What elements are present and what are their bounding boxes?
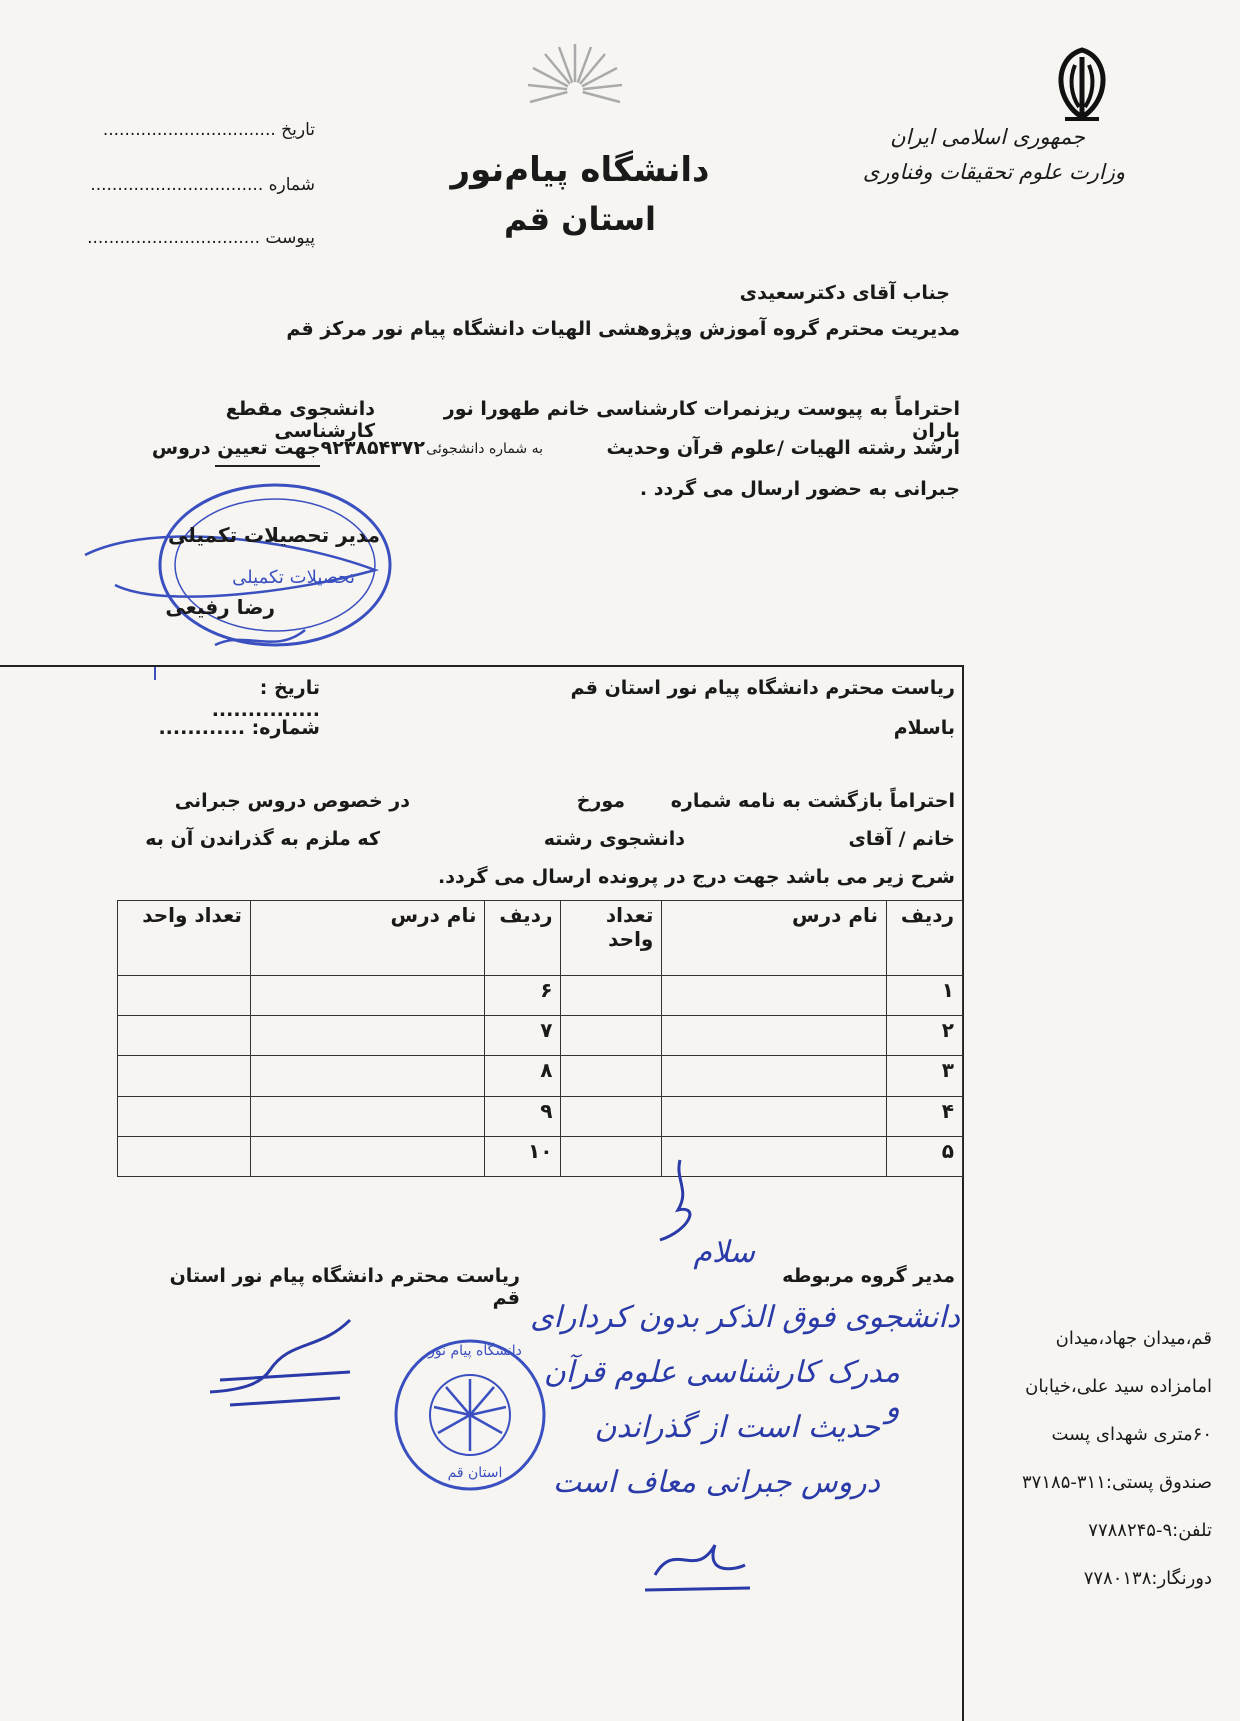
signer-title: مدیر تحصیلات تکمیلی [167, 523, 380, 547]
signer-name: رضا رفیعی [165, 595, 275, 619]
col-header-course-name: نام درس [662, 901, 887, 976]
table-cell [662, 976, 887, 1016]
phone-number: تلفن:۹-۷۷۸۸۲۴۵ [1088, 1520, 1212, 1541]
date-dots: ................................ [102, 120, 276, 140]
attachment-field [55, 228, 315, 248]
attachment-label: پیوست [265, 228, 315, 248]
date-field [55, 120, 315, 140]
table-row [118, 976, 963, 1016]
university-province: استان قم [503, 200, 656, 238]
col-header-units: تعداد واحد [561, 901, 662, 976]
reply-line2-b: دانشجوی رشته [543, 828, 685, 850]
section-divider [0, 665, 963, 667]
university-name: دانشگاه پیام‌نور [450, 150, 710, 190]
courses-table [117, 900, 963, 1177]
table-cell [561, 976, 662, 1016]
handwritten-line-4: دروس جبرانی معاف است [552, 1465, 880, 1500]
table-cell [250, 1136, 485, 1176]
table-cell: ۸ [485, 1056, 561, 1096]
table-cell [561, 1016, 662, 1056]
table-cell: ۷ [485, 1016, 561, 1056]
table-cell: ۲ [887, 1016, 963, 1056]
reply-number-field: شماره: ............ [158, 717, 320, 739]
reply-line1-b: مورخ [576, 790, 625, 812]
table-cell [561, 1096, 662, 1136]
letter-line1-right: احتراماً به پیوست ریزنمرات کارشناسی خانم طهورا نور باران [443, 398, 960, 442]
table-cell: ۴ [887, 1096, 963, 1136]
table-cell: ۵ [887, 1136, 963, 1176]
table-cell [118, 1016, 251, 1056]
reply-line2-a: خانم / آقای [848, 828, 955, 850]
address-line-1: قم،میدان جهاد،میدان [1055, 1328, 1212, 1349]
table-row [118, 1056, 963, 1096]
table-row [118, 1136, 963, 1176]
table-cell: ۹ [485, 1096, 561, 1136]
table-row [118, 1016, 963, 1056]
reply-line1-a: احتراماً بازگشت به نامه شماره [670, 790, 955, 812]
ministry-label: وزارت علوم تحقیقات وفناوری [862, 160, 1125, 184]
stamp-text: تحصیلات تکمیلی [232, 567, 355, 588]
reply-line1-c: در خصوص دروس جبرانی [174, 790, 410, 812]
table-cell [118, 1096, 251, 1136]
col-header-units-2: تعداد واحد [118, 901, 251, 976]
table-cell [561, 1056, 662, 1096]
table-cell [118, 1136, 251, 1176]
table-cell [118, 976, 251, 1016]
iran-emblem-icon [1045, 45, 1120, 125]
table-cell [662, 1016, 887, 1056]
letter-line2-left: ۹۲۳۸۵۴۳۷۲جهت تعیین دروس [151, 437, 425, 459]
president-signature [200, 1310, 360, 1410]
table-cell: ۱ [887, 976, 963, 1016]
letter-line2-right: ارشد رشته الهیات /علوم قرآن وحدیث [606, 437, 960, 459]
handwritten-line-2: مدرک کارشناسی علوم قرآن و [543, 1355, 900, 1425]
reply-date-field: تاریخ : ............... [211, 677, 320, 721]
table-cell: ۱۰ [485, 1136, 561, 1176]
table-cell [662, 1056, 887, 1096]
stamp-bottom-text: استان قم [447, 1465, 503, 1481]
col-header-row-num: ردیف [887, 901, 963, 976]
col-header-row-num-2: ردیف [485, 901, 561, 976]
republic-label: جمهوری اسلامی ایران [890, 125, 1085, 149]
postal-box: صندوق پستی:۳۱۱-۳۷۱۸۵ [1022, 1472, 1212, 1493]
hand-signature-top [620, 1150, 740, 1260]
stamp-top-text: دانشگاه پیام نور [428, 1343, 522, 1359]
president-label: ریاست محترم دانشگاه پیام نور استان قم [169, 1265, 520, 1309]
attachment-dots: ................................ [87, 228, 260, 248]
table-cell [118, 1056, 251, 1096]
table-cell [250, 1096, 485, 1136]
table-cell [250, 1016, 485, 1056]
hand-signature-bottom [635, 1520, 755, 1600]
number-field [55, 175, 315, 195]
reply-greeting: باسلام [893, 717, 955, 739]
table-cell: ۳ [887, 1056, 963, 1096]
address-line-2: امامزاده سید علی،خیابان [1025, 1376, 1212, 1397]
handwritten-line-3: حدیث است از گذراندن [594, 1410, 880, 1445]
number-dots: ................................ [90, 175, 264, 195]
underline-mark [215, 465, 320, 467]
table-cell [662, 1096, 887, 1136]
reply-line2-c: که ملزم به گذراندن آن به [145, 828, 380, 850]
payame-noor-logo-icon [525, 40, 625, 140]
address-line-3: ۶۰متری شهدای پست [1051, 1424, 1212, 1445]
addressee-title: مدیریت محترم گروه آموزش وپژوهشی الهیات دانشگاه پیام نور مرکز قم [286, 318, 960, 340]
reply-line3: شرح زیر می باشد جهت درج در پرونده ارسال می گردد. [438, 866, 955, 888]
col-header-course-name-2: نام درس [250, 901, 485, 976]
hand-greeting: سلام [693, 1235, 755, 1270]
date-label: تاریخ [281, 120, 315, 140]
table-header-row [118, 901, 963, 976]
table-cell: ۶ [485, 976, 561, 1016]
fax-number: دورنگار:۷۷۸۰۱۳۸ [1083, 1568, 1212, 1589]
group-manager-label: مدیر گروه مربوطه [782, 1265, 955, 1287]
addressee: جناب آقای دکترسعیدی [739, 282, 950, 304]
number-label: شماره [268, 175, 315, 195]
right-margin-line [962, 665, 964, 1721]
table-cell [250, 1056, 485, 1096]
letter-line3: جبرانی به حضور ارسال می گردد . [639, 478, 960, 500]
handwritten-line-1: دانشجوی فوق الذکر بدون کردارای [530, 1300, 960, 1335]
letter-line2-small: به شماره دانشجوئی [426, 441, 543, 457]
table-cell [250, 976, 485, 1016]
table-row [118, 1096, 963, 1136]
reply-recipient: ریاست محترم دانشگاه پیام نور استان قم [570, 677, 955, 699]
letter-line1-left: دانشجوی مقطع کارشناسی [225, 398, 375, 442]
